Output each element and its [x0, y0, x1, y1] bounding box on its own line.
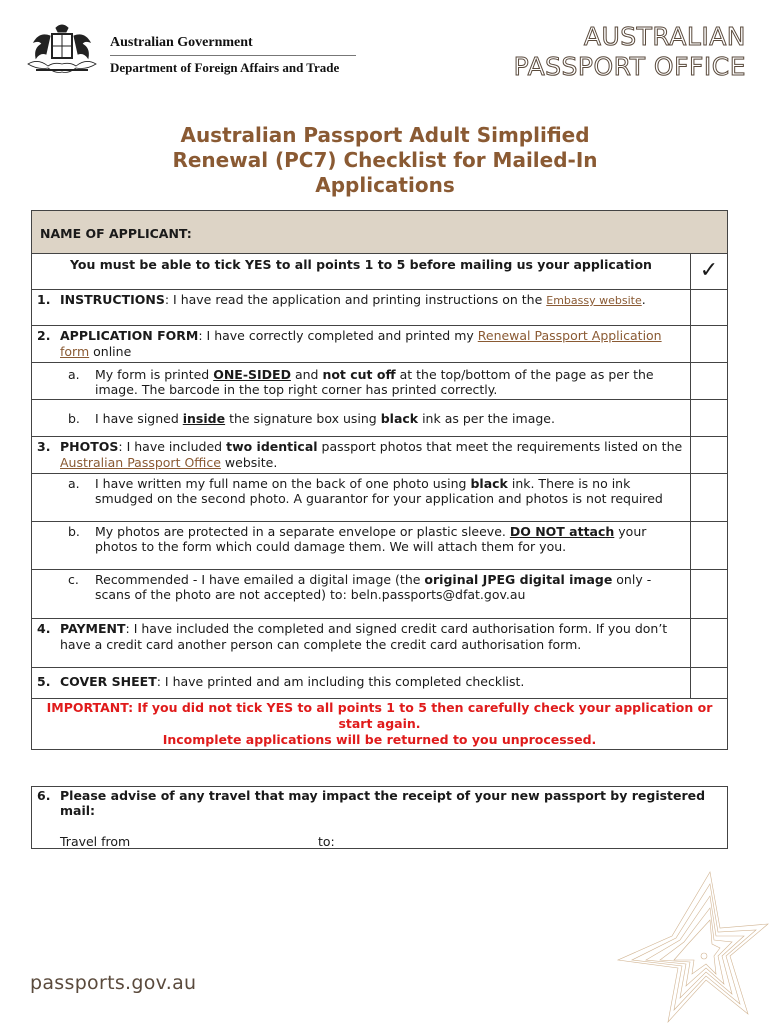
title-line-2: Renewal (PC7) Checklist for Mailed-In: [172, 148, 598, 172]
sub-text: ink. There is no ink smudged on the second photo. A guarantor for your application and photos is not required: [95, 476, 663, 506]
sub-text: My photos are protected in a separate envelope or plastic sleeve.: [95, 524, 510, 539]
sub-letter: b.: [68, 411, 80, 426]
item-text: : I have included the completed and signed credit card authorisation form. If you don’t have a credit card another person can complete the credit card authorisation form.: [60, 621, 668, 652]
sub-text: your photos to the form which could damage them. We will attach them for you.: [95, 524, 647, 554]
item-tail: online: [89, 344, 132, 359]
item-text: : I have read the application and printing instructions on the: [164, 292, 547, 307]
item-number: 4.: [37, 621, 51, 636]
item-heading: APPLICATION FORM: [60, 328, 199, 343]
tick-box-2b[interactable]: [690, 400, 727, 437]
item-instructions: [32, 290, 691, 326]
sub-text: Recommended - I have emailed a digital image (the: [95, 572, 425, 587]
item-tail: .: [641, 292, 646, 307]
office-logo-line2: PASSPORT OFFICE: [513, 52, 746, 81]
travel-box: [31, 786, 728, 849]
sub-letter: c.: [68, 572, 79, 587]
item-3a: [32, 474, 691, 522]
applicant-name-field[interactable]: [32, 211, 728, 254]
sub-text: I have signed: [95, 411, 183, 426]
item-heading: PAYMENT: [60, 621, 126, 636]
sub-text: I have written my full name on the back of one photo using: [95, 476, 471, 491]
important-notice: [32, 699, 728, 750]
tick-box-1[interactable]: [690, 290, 727, 326]
sub-bold: original JPEG digital image: [424, 572, 613, 587]
sub-letter: a.: [68, 367, 80, 382]
travel-question: Please advise of any travel that may impact the receipt of your new passport by registered mail:: [60, 788, 706, 818]
item-text: : I have correctly completed and printed my: [198, 328, 478, 343]
office-logo-line1: AUSTRALIAN: [583, 22, 746, 51]
tick-box-4[interactable]: [690, 619, 727, 668]
sub-emphasis: ONE-SIDED: [213, 367, 291, 382]
tick-box-2a[interactable]: [690, 363, 727, 400]
coat-of-arms-icon: [22, 18, 102, 80]
star-watermark-icon: [598, 864, 770, 1024]
tick-box-3a[interactable]: [690, 474, 727, 522]
passport-office-link[interactable]: Australian Passport Office: [60, 455, 221, 470]
item-number: 6.: [37, 788, 51, 803]
item-number: 5.: [37, 674, 51, 689]
tick-box-3b[interactable]: [690, 522, 727, 570]
header-divider: [110, 55, 356, 56]
item-3c: [32, 570, 691, 619]
footer-url: passports.gov.au: [30, 972, 197, 994]
sub-letter: b.: [68, 524, 80, 539]
department-name: Department of Foreign Affairs and Trade: [110, 60, 340, 75]
important-line-1: IMPORTANT: If you did not tick YES to all points 1 to 5 then carefully check your application or start again.: [46, 700, 713, 731]
sub-text: at the top/bottom of the page as per the image. The barcode in the top right corner has printed correctly.: [95, 367, 654, 397]
tick-header: [690, 254, 727, 290]
checklist-table: [31, 210, 728, 750]
tick-box-3c[interactable]: [690, 570, 727, 619]
item-heading: PHOTOS: [60, 439, 119, 454]
sub-text: and: [290, 367, 323, 382]
item-number: 2.: [37, 328, 51, 343]
item-heading: INSTRUCTIONS: [60, 292, 165, 307]
title-line-3: Applications: [315, 173, 455, 197]
item-2a: [32, 363, 691, 400]
page-title: [0, 123, 770, 198]
applicant-name-label: NAME OF APPLICANT:: [40, 226, 192, 241]
checkmark-icon: ✓: [699, 258, 719, 283]
sub-text: ink as per the image.: [418, 411, 555, 426]
sub-bold: black: [470, 476, 508, 491]
tick-box-3[interactable]: [690, 437, 727, 474]
sub-bold: black: [380, 411, 419, 426]
travel-from-field[interactable]: Travel from: [60, 834, 131, 849]
item-text: : I have included: [118, 439, 227, 454]
must-tick-text: You must be able to tick YES to all points 1 to 5 before mailing us your application: [69, 257, 652, 272]
item-number: 1.: [37, 292, 51, 307]
government-name: Australian Government: [110, 35, 253, 50]
item-3b: [32, 522, 691, 570]
sub-emphasis: inside: [182, 411, 226, 426]
sub-text: My form is printed: [95, 367, 214, 382]
sub-text: the signature box using: [225, 411, 381, 426]
item-cover-sheet: [32, 668, 691, 699]
item-payment: [32, 619, 691, 668]
item-text: passport photos that meet the requirements listed on the: [317, 439, 683, 454]
item-application-form: [32, 326, 691, 363]
sub-text: only - scans of the photo are not accepted) to: beln.passports@dfat.gov.au: [95, 572, 652, 602]
item-number: 3.: [37, 439, 51, 454]
item-photos: [32, 437, 691, 474]
important-line-2: Incomplete applications will be returned to you unprocessed.: [162, 732, 597, 747]
tick-box-5[interactable]: [690, 668, 727, 699]
sub-emphasis: DO NOT attach: [509, 524, 615, 539]
item-2b: [32, 400, 691, 437]
item-bold: two identical: [226, 439, 318, 454]
item-tail: website.: [220, 455, 278, 470]
must-tick-instruction: [32, 254, 691, 290]
tick-box-2[interactable]: [690, 326, 727, 363]
sub-letter: a.: [68, 476, 80, 491]
item-text: : I have printed and am including this completed checklist.: [156, 674, 525, 689]
sub-bold: not cut off: [322, 367, 396, 382]
title-line-1: Australian Passport Adult Simplified: [180, 123, 590, 147]
item-heading: COVER SHEET: [60, 674, 157, 689]
embassy-website-link[interactable]: Embassy website: [546, 294, 642, 307]
renewal-form-link[interactable]: Renewal Passport Application form: [60, 328, 662, 359]
travel-to-field[interactable]: to:: [318, 834, 335, 849]
